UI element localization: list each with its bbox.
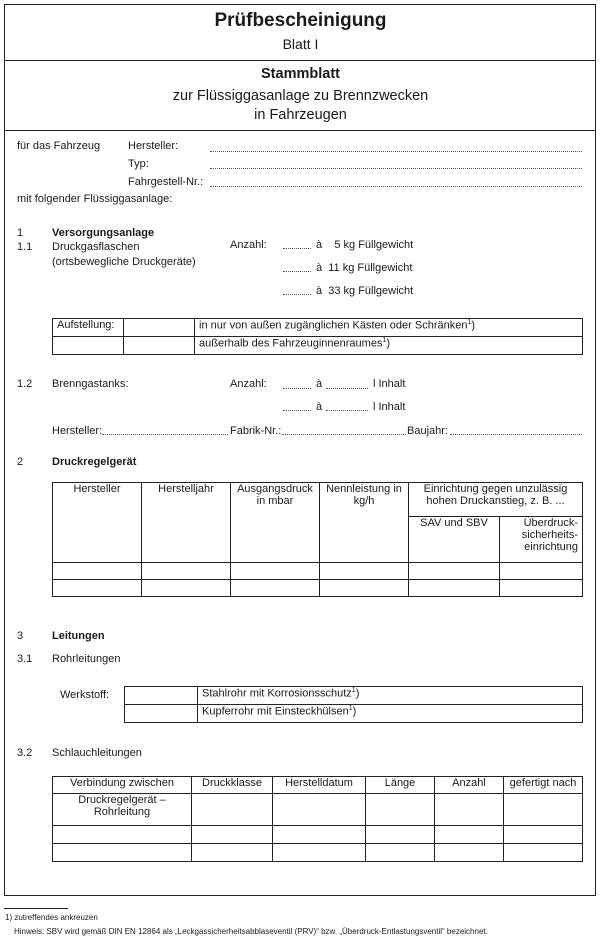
type-field[interactable] xyxy=(210,168,582,169)
section-1-title: Versorgungsanlage xyxy=(52,227,155,239)
tank-count-2-field[interactable] xyxy=(283,410,311,411)
setup-table xyxy=(52,318,583,355)
row-regulator-pipe: Druckregelgerät – Rohrleitung xyxy=(53,794,192,826)
table-cell[interactable] xyxy=(409,580,500,597)
setup-label: Aufstellung: xyxy=(53,319,124,337)
tank-a-2: à xyxy=(316,401,323,413)
table-cell[interactable] xyxy=(192,826,273,844)
section-1-num: 1 xyxy=(17,227,24,239)
table-cell[interactable] xyxy=(504,826,583,844)
table-cell[interactable] xyxy=(53,563,142,580)
material-option-2: Kupferrohr mit Einsteckhülsen$^1$) xyxy=(198,705,583,723)
subtitle-line-3: in Fahrzeugen xyxy=(254,107,347,123)
table-cell[interactable] xyxy=(366,826,435,844)
type-label: Typ: xyxy=(128,158,149,170)
divider xyxy=(4,130,596,131)
table-cell[interactable] xyxy=(192,844,273,862)
factory-number-label: Fabrik-Nr.: xyxy=(230,425,282,437)
chassis-label: Fahrgestell-Nr.: xyxy=(128,176,204,188)
table-cell[interactable] xyxy=(53,844,192,862)
material-checkbox-2[interactable] xyxy=(125,705,198,723)
table-cell[interactable] xyxy=(142,580,231,597)
col-outlet-pressure: Ausgangsdruck in mbar xyxy=(231,483,320,563)
count-33kg-field[interactable] xyxy=(283,294,311,295)
setup-checkbox-1[interactable] xyxy=(124,319,195,337)
section-2-num: 2 xyxy=(17,456,24,468)
section-1-2-num: 1.2 xyxy=(17,378,33,390)
col-length: Länge xyxy=(366,777,435,794)
cylinders-note: (ortsbewegliche Druckgeräte) xyxy=(52,256,196,268)
col-overpressure-safety: Überdruck-sicherheits-einrichtung xyxy=(500,517,583,563)
col-overpressure-device: Einrichtung gegen unzulässig hohen Druckanstieg, z. B. ... xyxy=(409,483,583,517)
tank-inhalt-2: l Inhalt xyxy=(373,401,406,413)
footnote-1: 1) zutreffendes ankreuzen xyxy=(5,913,98,922)
col-pressure-class: Druckklasse xyxy=(192,777,273,794)
count-label: Anzahl: xyxy=(230,239,267,251)
col-year: Herstelljahr xyxy=(142,483,231,563)
chassis-field[interactable] xyxy=(210,186,582,187)
material-label: Werkstoff: xyxy=(60,689,110,701)
count-5kg-field[interactable] xyxy=(283,248,311,249)
footnote-rule xyxy=(4,908,68,909)
tanks-label: Brenngastanks: xyxy=(52,378,129,390)
regulator-table xyxy=(52,482,583,597)
following-system-label: mit folgender Flüssiggasanlage: xyxy=(17,193,173,205)
table-cell[interactable] xyxy=(504,794,583,826)
table-cell[interactable] xyxy=(320,580,409,597)
table-cell[interactable] xyxy=(192,794,273,826)
tank-manufacturer-field[interactable] xyxy=(102,434,228,435)
subtitle: Stammblatt xyxy=(261,66,340,82)
section-3-num: 3 xyxy=(17,630,24,642)
table-cell[interactable] xyxy=(435,826,504,844)
page-frame xyxy=(4,4,596,896)
tank-manufacturer-label: Hersteller: xyxy=(52,425,103,437)
table-cell[interactable] xyxy=(435,794,504,826)
count-11kg-field[interactable] xyxy=(283,271,311,272)
table-cell[interactable] xyxy=(320,563,409,580)
material-table xyxy=(124,686,583,723)
page-title: Prüfbescheinigung xyxy=(214,10,387,31)
hoses-label: Schlauchleitungen xyxy=(52,747,142,759)
setup-option-2: außerhalb des Fahrzeuginnenraumes$^1$) xyxy=(195,337,583,355)
col-sav-sbv: SAV und SBV xyxy=(409,517,500,563)
table-cell[interactable] xyxy=(231,563,320,580)
divider xyxy=(4,60,596,61)
cylinder-33kg: à 33 kg Füllgewicht xyxy=(316,285,414,297)
build-year-field[interactable] xyxy=(450,434,582,435)
cylinder-5kg: à 5 kg Füllgewicht xyxy=(316,239,414,251)
setup-blank xyxy=(53,337,124,355)
cylinder-11kg: à 11 kg Füllgewicht xyxy=(316,262,413,274)
table-cell[interactable] xyxy=(273,844,366,862)
tank-count-label: Anzahl: xyxy=(230,378,267,390)
table-cell[interactable] xyxy=(366,794,435,826)
col-count: Anzahl xyxy=(435,777,504,794)
table-cell[interactable] xyxy=(273,794,366,826)
for-vehicle-label: für das Fahrzeug xyxy=(17,140,101,152)
col-rated-capacity: Nennleistung in kg/h xyxy=(320,483,409,563)
cylinders-label: Druckgasflaschen xyxy=(52,241,140,253)
table-cell[interactable] xyxy=(231,580,320,597)
table-cell[interactable] xyxy=(504,844,583,862)
tank-volume-2-field[interactable] xyxy=(326,410,368,411)
setup-checkbox-2[interactable] xyxy=(124,337,195,355)
section-2-title: Druckregelgerät xyxy=(52,456,137,468)
table-cell[interactable] xyxy=(366,844,435,862)
tank-inhalt-1: l Inhalt xyxy=(373,378,406,390)
table-cell[interactable] xyxy=(435,844,504,862)
section-3-2-num: 3.2 xyxy=(17,747,33,759)
pipes-label: Rohrleitungen xyxy=(52,653,121,665)
tank-a-1: à xyxy=(316,378,323,390)
table-cell[interactable] xyxy=(500,563,583,580)
section-3-title: Leitungen xyxy=(52,630,105,642)
col-made-according: gefertigt nach xyxy=(504,777,583,794)
footnote-hint: Hinweis: SBV wird gemäß DIN EN 12864 als „Leckgassicherheitsabblaseventil (PRV)“ bzw. „Überdruck-Entlastungsventil“ bezeichnet. xyxy=(14,927,488,936)
material-checkbox-1[interactable] xyxy=(125,687,198,705)
table-cell[interactable] xyxy=(500,580,583,597)
tank-volume-1-field[interactable] xyxy=(326,388,368,389)
col-connection: Verbindung zwischen xyxy=(53,777,192,794)
manufacturer-label: Hersteller: xyxy=(128,140,179,152)
col-manufacturer: Hersteller xyxy=(53,483,142,563)
section-3-1-num: 3.1 xyxy=(17,653,33,665)
hose-table xyxy=(52,776,583,862)
table-cell[interactable] xyxy=(142,563,231,580)
subtitle-line-2: zur Flüssiggasanlage zu Brennzwecken xyxy=(172,88,429,104)
table-cell[interactable] xyxy=(53,580,142,597)
table-cell[interactable] xyxy=(53,826,192,844)
factory-number-field[interactable] xyxy=(282,434,406,435)
table-cell[interactable] xyxy=(273,826,366,844)
col-manufacture-date: Herstelldatum xyxy=(273,777,366,794)
manufacturer-field[interactable] xyxy=(210,151,582,152)
section-1-1-num: 1.1 xyxy=(17,241,33,253)
sheet-label: Blatt I xyxy=(282,36,319,52)
build-year-label: Baujahr: xyxy=(407,425,448,437)
table-cell[interactable] xyxy=(409,563,500,580)
setup-option-1: in nur von außen zugänglichen Kästen oder Schränken$^1$) xyxy=(195,319,583,337)
tank-count-1-field[interactable] xyxy=(283,388,311,389)
material-option-1: Stahlrohr mit Korrosionsschutz$^1$) xyxy=(198,687,583,705)
